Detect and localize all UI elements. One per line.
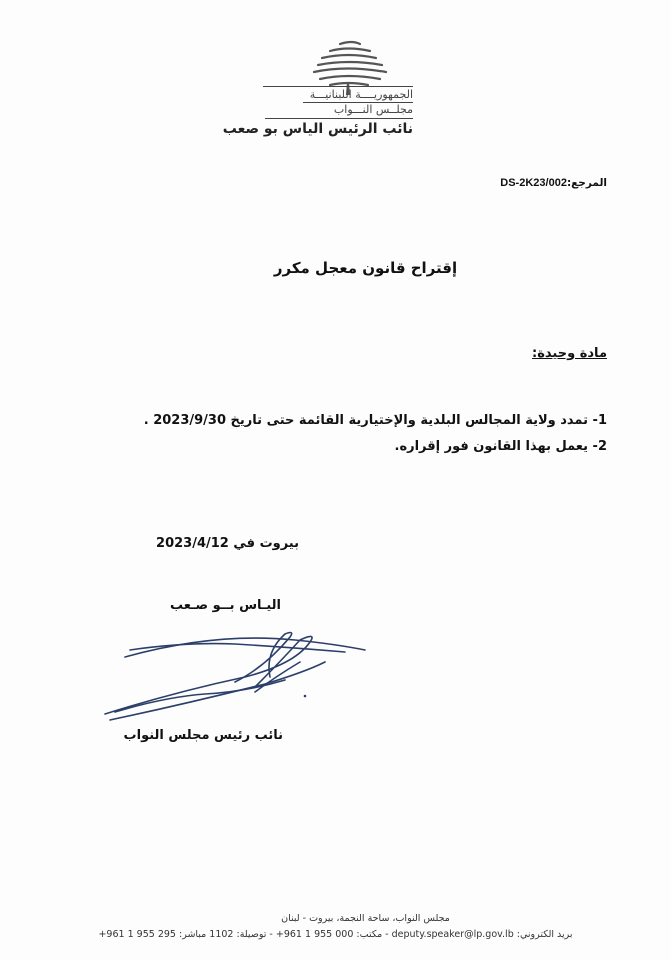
handwritten-signature-icon bbox=[95, 622, 375, 732]
clause-1: 1- تمدد ولاية المجالس البلدية والإختيارية القائمة حتى تاريخ 2023/9/30 . bbox=[143, 413, 607, 428]
reference-label: المرجع: bbox=[566, 177, 607, 189]
footer-contact: بريد الكتروني: deputy.speaker@lp.gov.lb - مكتب: 000 955 1 961+ - توصيلة: 1102 مباشر: 295 955 1 961+ bbox=[98, 929, 573, 940]
signer-name: اليـاس بــو صـعب bbox=[170, 598, 281, 613]
article-heading: مادة وحيدة: bbox=[532, 346, 607, 361]
office-name: نائب الرئيس الياس بو صعب bbox=[222, 121, 413, 137]
document-title-text: إقتراح قانون معجل مكرر bbox=[273, 259, 458, 277]
reference-value: DS-2K23/002 bbox=[500, 177, 567, 189]
signer-title: نائب رئيس مجلس النواب bbox=[123, 728, 283, 743]
document-title bbox=[0, 259, 671, 277]
clause-2: 2- يعمل بهذا القانون فور إقراره. bbox=[394, 439, 607, 454]
letterhead-rule-bottom bbox=[265, 118, 413, 119]
footer-address-text: مجلس النواب، ساحة النجمة، بيروت - لبنان bbox=[281, 913, 450, 924]
letterhead-rule-top bbox=[263, 86, 413, 87]
place-date: بيروت في 2023/4/12 bbox=[156, 536, 299, 551]
parliament-name: مجلــس النـــواب bbox=[333, 103, 413, 116]
footer-address bbox=[0, 913, 671, 924]
reference bbox=[500, 177, 607, 189]
republic-name: الجمهوريــــة اللبنانيـــة bbox=[309, 88, 413, 101]
